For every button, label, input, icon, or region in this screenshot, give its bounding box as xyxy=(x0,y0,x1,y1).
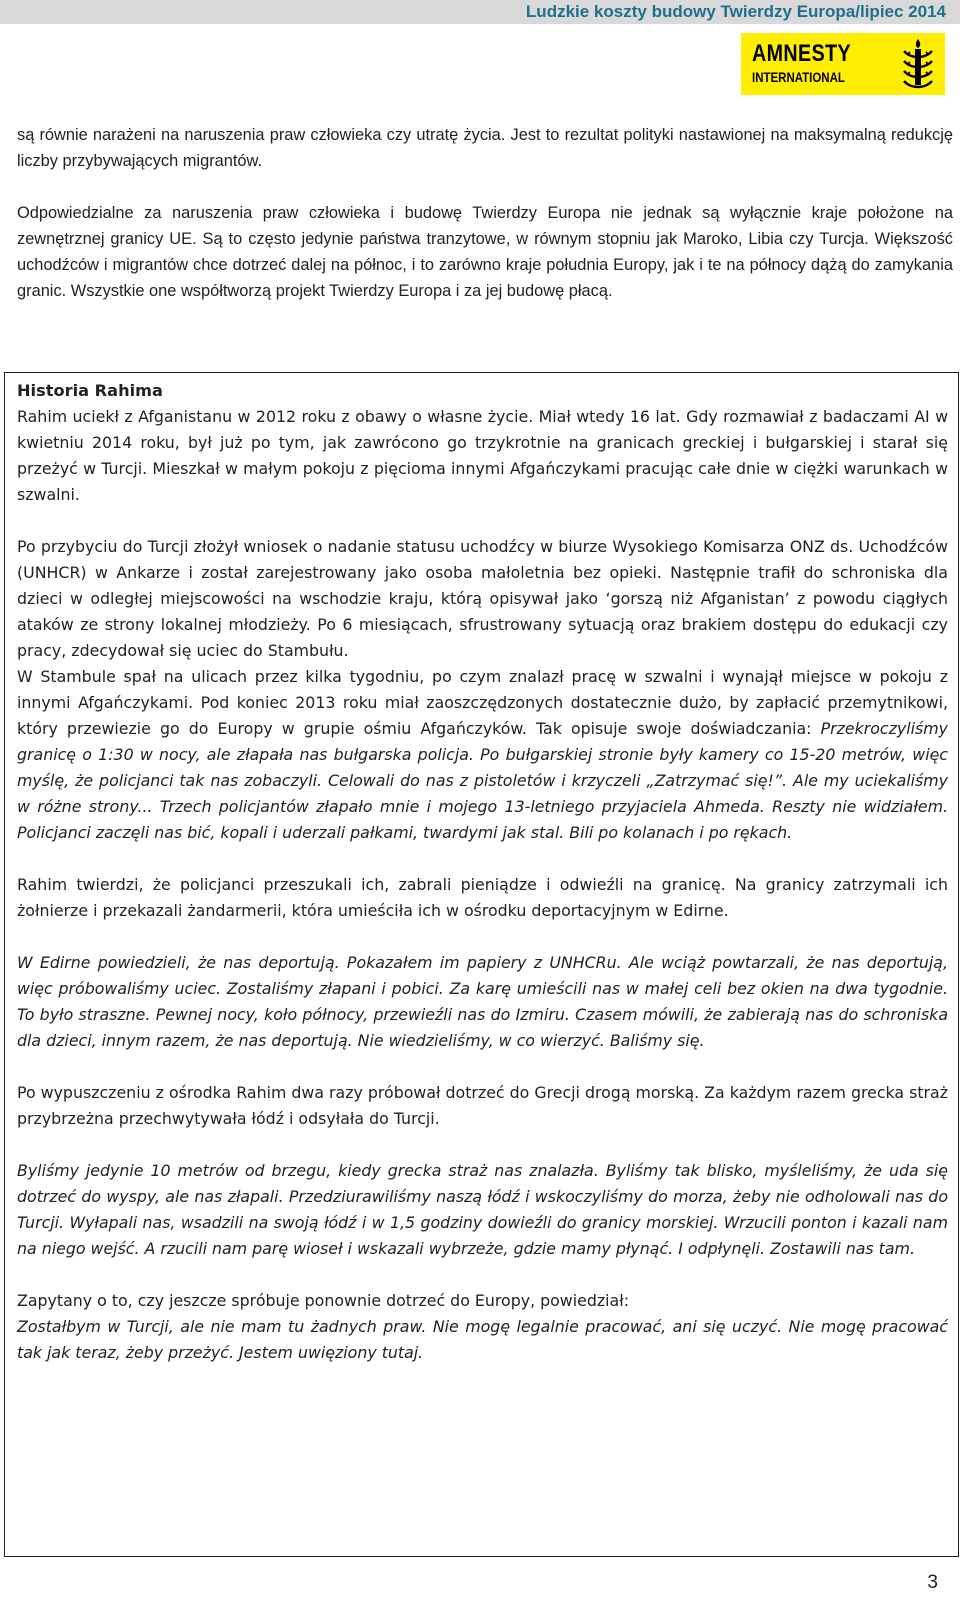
story-title: Historia Rahima xyxy=(17,381,163,400)
candle-in-barbed-wire-icon xyxy=(899,37,937,91)
page-number: 3 xyxy=(927,1572,938,1593)
story-paragraph-6: Po wypuszczeniu z ośrodka Rahim dwa razy próbował dotrzeć do Grecji drogą morską. Za każdym razem grecka straż przybrzeżna przechwytywała łódź i odsyłała do Turcji. xyxy=(17,1083,948,1128)
header-bar xyxy=(0,0,960,24)
story-paragraph-5-quote: W Edirne powiedzieli, że nas deportują. Pokazałem im papiery z UNHCRu. Ale wciąż powtarzali, że nas deportują, więc próbowaliśmy uciec. Zostaliśmy złapani i pobici. Za karę umieścili nas w małej celi bez okien na dwa tygodnie. To było straszne. Pewnej nocy, koło północy, przewieźli nas do Izmiru. Czasem mówili, że zabierają nas do schroniska dla dzieci, innym razem, że nas deportują. Nie wiedzieliśmy, w co wierzyć. Baliśmy się. xyxy=(17,953,948,1050)
header-title: Ludzkie koszty budowy Twierdzy Europa/lipiec 2014 xyxy=(525,2,946,21)
story-paragraph-7-quote: Byliśmy jedynie 10 metrów od brzegu, kiedy grecka straż nas znalazła. Byliśmy tak blisko, myśleliśmy, że uda się dotrzeć do wyspy, ale nas złapali. Przedziurawiliśmy naszą łódź i wskoczyliśmy do morza, żeby nie odholowali nas do Turcji. Wyłapali nas, wsadzili na swoją łódź i w 1,5 godziny dowieźli do granicy morskiej. Wrzucili ponton i kazali nam na niego wejść. A rzucili nam parę wioseł i wskazali wybrzeże, gdzie mamy płynąć. I odpłynęli. Zostawili nas tam. xyxy=(17,1161,948,1258)
story-paragraph-3-quote: Przekroczyliśmy granicę o 1:30 w nocy, ale złapała nas bułgarska policja. Po bułgarskiej stronie były kamery co 15-20 metrów, więc myślę, że policjanci tak nas zobaczyli. Celowali do nas z pistoletów i krzyczeli „Zatrzymać się!”. Ale my uciekaliśmy w różne strony... Trzech policjantów złapało mnie i mojego 13-letniego przyjaciela Ahmeda. Reszty nie widziałem. Policjanci zaczęli nas bić, kopali i uderzali pałkami, twardymi jak stal. Bili po kolanach i po rękach. xyxy=(17,719,948,842)
story-box-content xyxy=(17,378,948,1366)
story-paragraph-4: Rahim twierdzi, że policjanci przeszukali ich, zabrali pieniądze i odwieźli na granicę. Na granicy zatrzymali ich żołnierze i przekazali żandarmerii, która umieściła ich w ośrodku deportacyjnym w Edirne. xyxy=(17,875,948,920)
logo-line1: AMNESTY xyxy=(752,40,852,67)
intro-text xyxy=(17,122,953,304)
story-paragraph-3-text: W Stambule spał na ulicach przez kilka tygodniu, po czym znalazł pracę w szwalni i wynajął miejsce w pokoju z innymi Afgańczykami. Pod koniec 2013 roku miał zaoszczędzonych dostatecznie dużo, by zapłacić przemytnikowi, który przewiezie go do Europy w grupie ośmiu Afgańczyków. Tak opisuje swoje doświadczania: xyxy=(17,667,948,738)
intro-paragraph-1: są równie narażeni na naruszenia praw człowieka czy utratę życia. Jest to rezultat polityki nastawionej na maksymalną redukcję liczby przybywających migrantów. xyxy=(17,126,953,170)
story-paragraph-2: Po przybyciu do Turcji złożył wniosek o nadanie statusu uchodźcy w biurze Wysokiego Komisarza ONZ ds. Uchodźców (UNHCR) w Ankarze i został zarejestrowany jako osoba małoletnia bez opieki. Następnie trafił do schroniska dla dzieci w odległej miejscowości na wschodzie kraju, którą opisywał jako ‘gorszą niż Afganistan’ z powodu ciągłych ataków ze strony lokalnej młodzieży. Po 6 miesiącach, sfrustrowany sytuacją oraz brakiem dostępu do edukacji czy pracy, zdecydował się uciec do Stambułu. xyxy=(17,537,948,660)
story-paragraph-3 xyxy=(17,664,948,846)
story-paragraph-8: Zapytany o to, czy jeszcze spróbuje ponownie dotrzeć do Europy, powiedział: xyxy=(17,1291,630,1310)
story-paragraph-1: Rahim uciekł z Afganistanu w 2012 roku z obawy o własne życie. Miał wtedy 16 lat. Gdy rozmawiał z badaczami AI w kwietniu 2014 roku, był już po tym, jak zawrócono go trzykrotnie na granicach greckiej i bułgarskiej i starał się przeżyć w Turcji. Mieszkał w małym pokoju z pięcioma innymi Afgańczykami pracując całe dnie w ciężki warunkach w szwalni. xyxy=(17,407,948,504)
logo-line2: INTERNATIONAL xyxy=(752,69,845,85)
story-paragraph-8-quote: Zostałbym w Turcji, ale nie mam tu żadnych praw. Nie mogę legalnie pracować, ani się uczyć. Nie mogę pracować tak jak teraz, żeby przeżyć. Jestem uwięziony tutaj. xyxy=(17,1317,948,1362)
amnesty-logo xyxy=(741,33,945,95)
intro-paragraph-2: Odpowiedzialne za naruszenia praw człowieka i budowę Twierdzy Europa nie jednak są wyłącznie kraje położone na zewnętrznej granicy UE. Są to często jedynie państwa tranzytowe, w równym stopniu jak Maroko, Libia czy Turcja. Większość uchodźców i migrantów chce dotrzeć dalej na północ, i to zarówno kraje południa Europy, jak i te na północy dążą do zamykania granic. Wszystkie one współtworzą projekt Twierdzy Europa i za jej budowę płacą. xyxy=(17,204,953,300)
story-box xyxy=(4,372,959,1557)
